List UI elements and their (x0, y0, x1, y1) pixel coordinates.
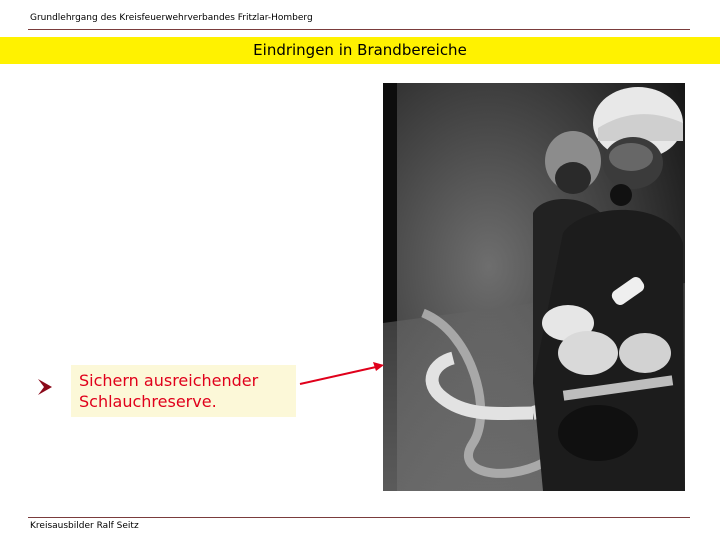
callout-box (71, 365, 296, 417)
pointer-arrow (296, 358, 386, 390)
firefighters-photo-graphic (383, 83, 685, 491)
header-organization: Grundlehrgang des Kreisfeuerwehrverbandes Fritzlar-Homberg (30, 13, 313, 23)
footer-divider (28, 517, 690, 518)
slide-title: Eindringen in Brandbereiche (253, 41, 467, 59)
header-divider (28, 29, 690, 30)
callout-text-line2: Schlauchreserve. (79, 392, 217, 411)
arrowhead-bullet-icon (38, 379, 52, 395)
firefighters-photo (383, 83, 685, 491)
callout-text-line1: Sichern ausreichender (79, 371, 259, 390)
footer-author: Kreisausbilder Ralf Seitz (30, 521, 139, 531)
